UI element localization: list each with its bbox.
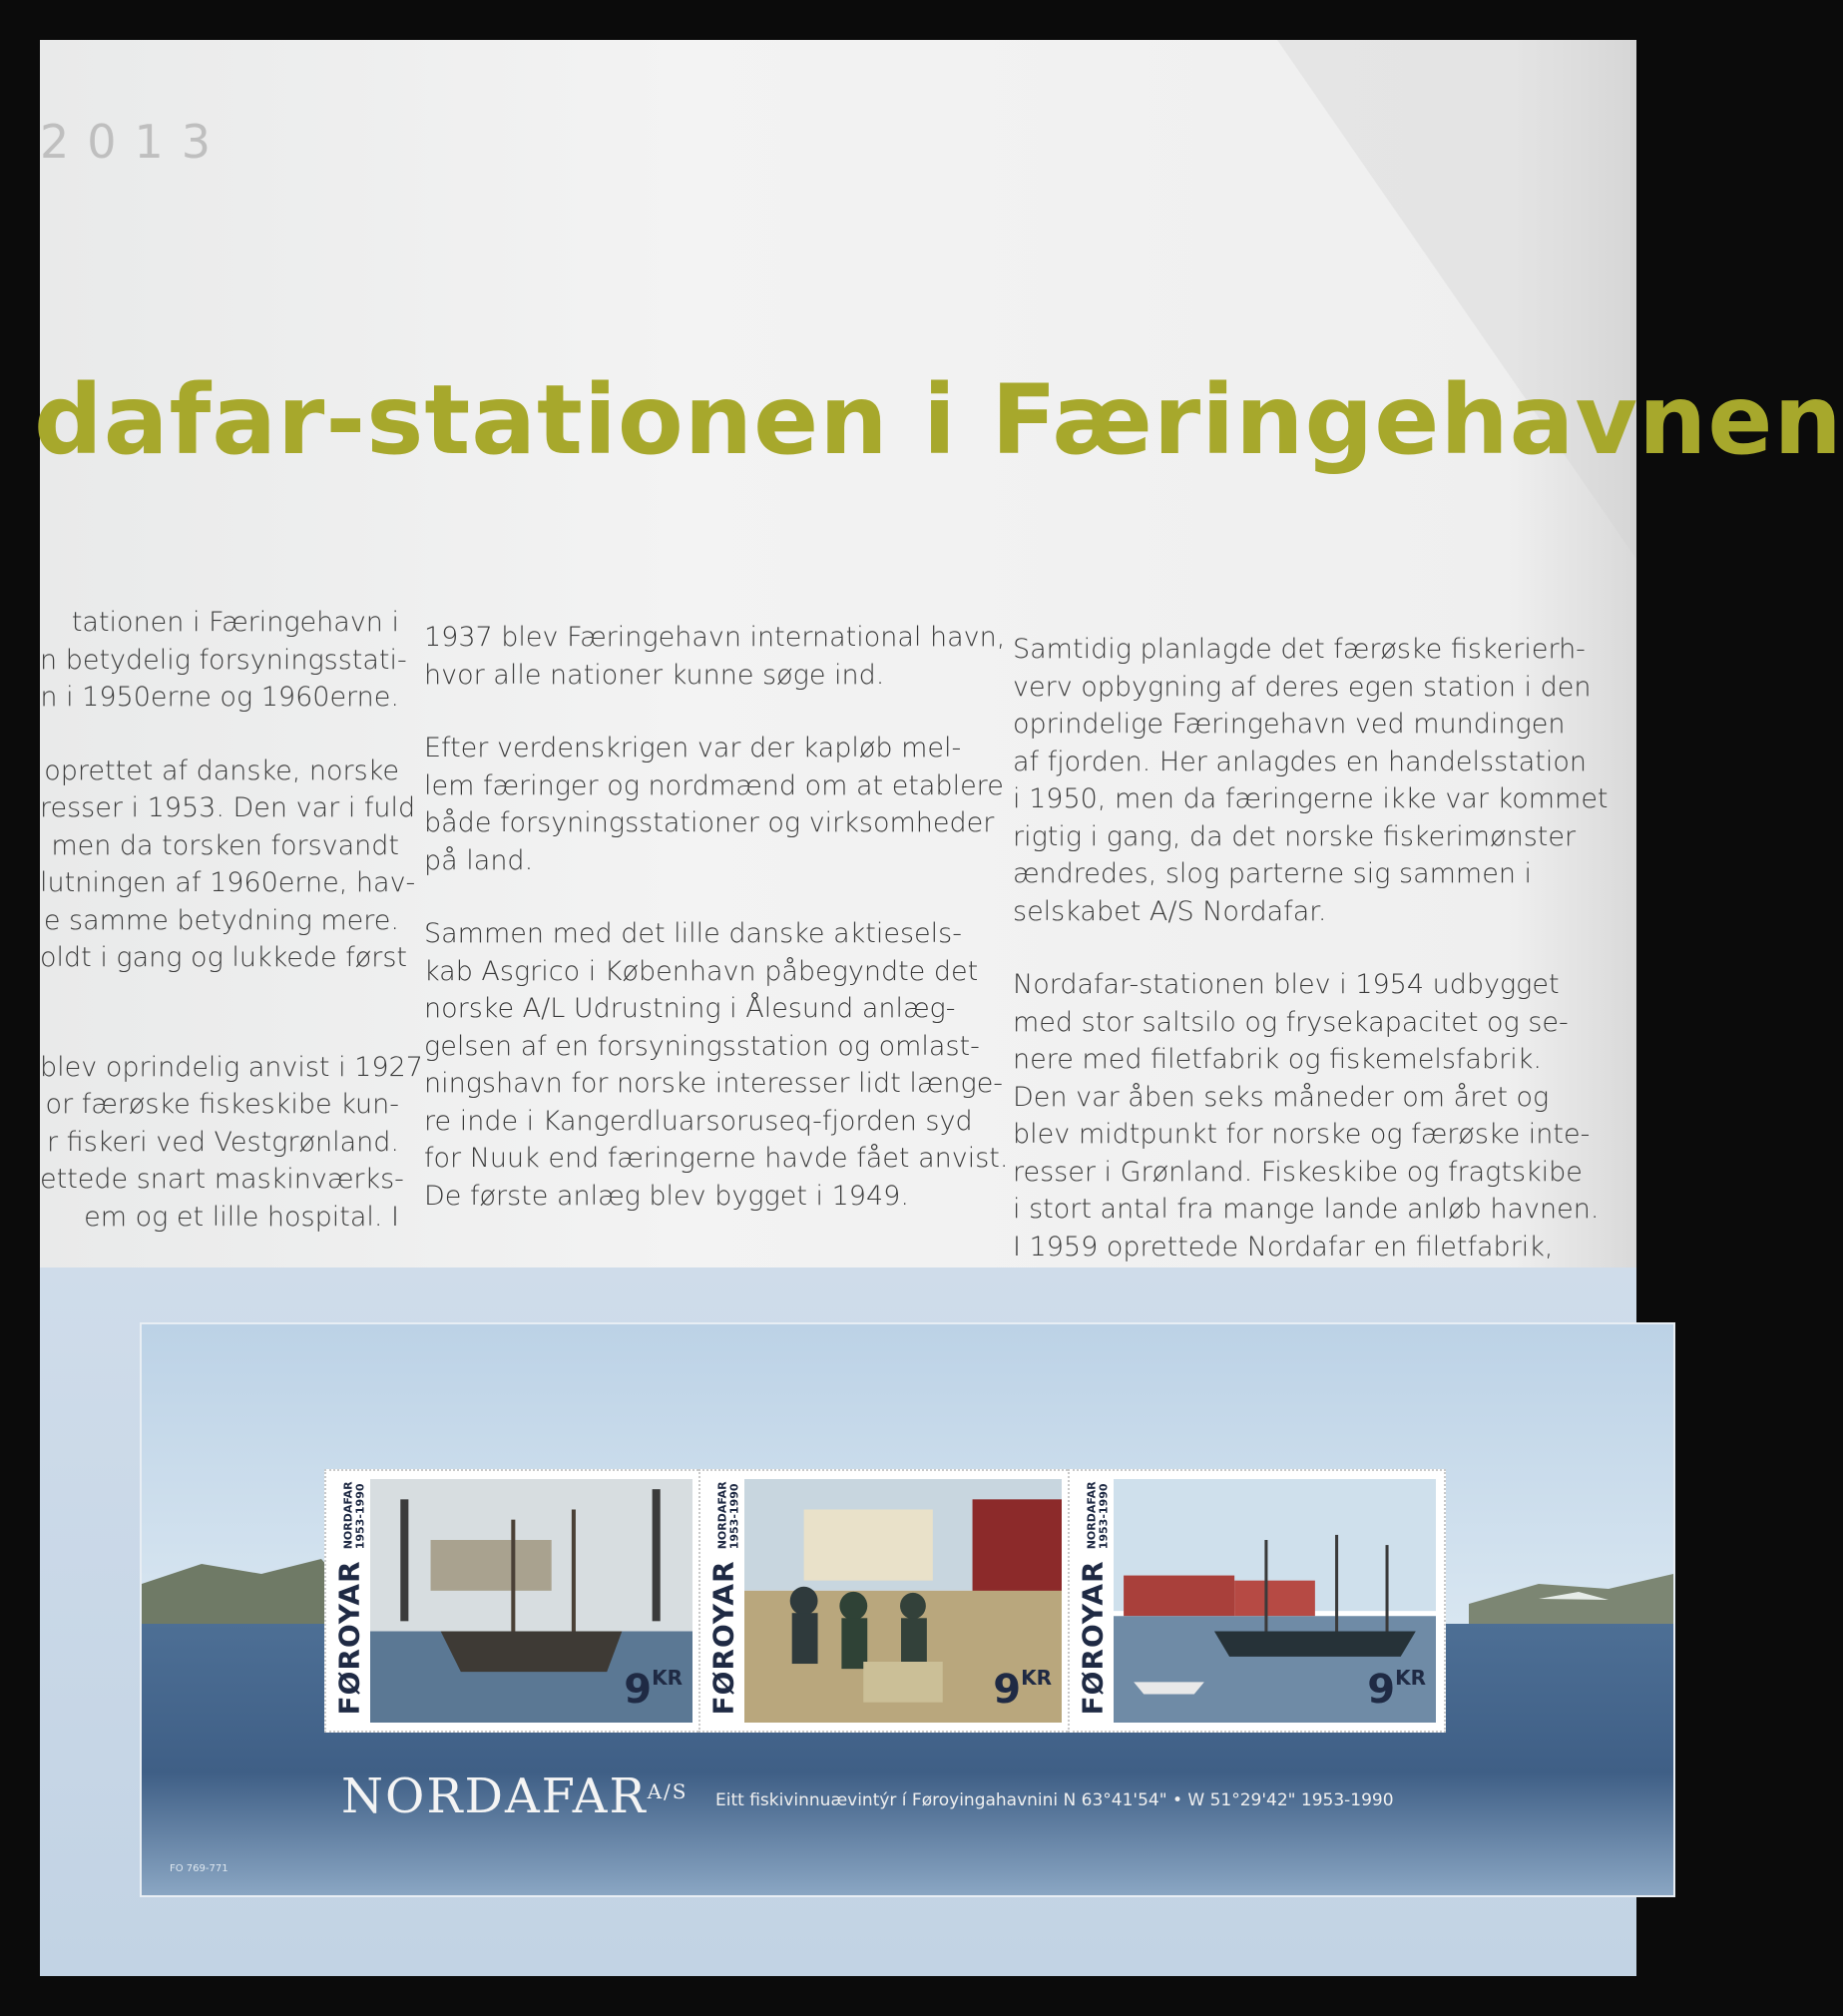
text-line: med stor saltsilo og frysekapacitet og se- — [1013, 1006, 1569, 1038]
text-line: oprindelige Færingehavn ved mundingen — [1013, 709, 1566, 740]
year-header: 2013 — [40, 115, 230, 169]
text-line: for Nuuk end færingerne havde fået anvist. — [424, 1143, 1009, 1174]
text-line: lem færinger og nordmænd om at etablere — [424, 769, 1004, 801]
stamp-years: 1953-1990 — [1097, 1482, 1110, 1549]
logo-suffix: A/S — [647, 1779, 689, 1803]
col1-paragraph-3 — [40, 1049, 423, 1237]
stamp-1-denomination — [624, 1666, 683, 1713]
text-line: oldt i gang og lukkede først — [40, 942, 408, 973]
stamp-value: 9 — [624, 1667, 653, 1713]
stamp-country: FØROYAR — [1076, 1559, 1110, 1715]
stamp-years: 1953-1990 — [353, 1482, 366, 1549]
text-line: n betydelig forsyningsstati- — [40, 644, 407, 676]
stamp-country: FØROYAR — [332, 1559, 366, 1715]
text-line: resser i 1953. Den var i fuld — [40, 792, 416, 823]
text-column-1 — [40, 604, 423, 1271]
stamp-years: 1953-1990 — [727, 1482, 740, 1549]
stamp-3 — [1068, 1469, 1446, 1733]
stamp-unit: KR — [1395, 1666, 1426, 1690]
stamp-series-block — [716, 1481, 740, 1549]
text-line: I 1959 oprettede Nordafar en filetfabrik, — [1013, 1231, 1554, 1262]
stamp-series: NORDAFAR — [715, 1480, 728, 1549]
col1-paragraph-2 — [40, 753, 416, 977]
text-line: e samme betydning mere. — [43, 904, 399, 936]
col2-paragraph-2 — [424, 730, 1004, 879]
sheet-caption: Eitt fiskivinnuævintýr í Føroyingahavnini N 63°41'54" • W 51°29'42" 1953-1990 — [715, 1790, 1394, 1810]
album-page — [34, 40, 1843, 1976]
text-line: r fiskeri ved Vestgrønland. — [47, 1126, 399, 1158]
background-shade — [1277, 40, 1636, 559]
stamp-2-denomination — [993, 1666, 1052, 1713]
text-line: 1937 blev Færingehavn international havn, — [424, 622, 1006, 653]
stamp-value: 9 — [1367, 1667, 1396, 1713]
stamp-2 — [698, 1469, 1072, 1733]
text-line: i stort antal fra mange lande anløb havnen. — [1013, 1194, 1600, 1225]
text-line: oprettet af danske, norske — [44, 755, 399, 786]
stamp-3-denomination — [1367, 1666, 1426, 1713]
text-line: resser i Grønland. Fiskeskibe og fragtskibe — [1013, 1156, 1583, 1188]
logo-text: NORDAFAR — [341, 1768, 648, 1824]
text-line: både forsyningsstationer og virksomheder — [424, 807, 995, 838]
text-line: selskabet A/S Nordafar. — [1013, 895, 1327, 927]
stamp-3-label — [1072, 1480, 1112, 1715]
text-line: Sammen med det lille danske aktiesels- — [424, 918, 962, 949]
nordafar-logo — [341, 1768, 688, 1824]
sheet-code: FO 769-771 — [170, 1863, 229, 1874]
text-line: Efter verdenskrigen var der kapløb mel- — [424, 733, 962, 763]
stamp-series: NORDAFAR — [341, 1480, 354, 1549]
text-line: på land. — [424, 844, 534, 876]
text-line: af fjorden. Her anlagdes en handelsstation — [1013, 746, 1588, 777]
text-line: verv opbygning af deres egen station i den — [1013, 671, 1592, 703]
stamp-unit: KR — [1021, 1666, 1052, 1690]
col3-paragraph-1 — [1013, 631, 1609, 930]
text-line: or færøske fiskeskibe kun- — [45, 1089, 399, 1120]
text-line: blev midtpunkt for norske og færøske inte- — [1013, 1119, 1591, 1150]
col2-paragraph-3 — [424, 915, 1009, 1215]
text-line: men da torsken forsvandt — [51, 829, 399, 861]
col1-paragraph-1 — [40, 604, 407, 717]
article-title: dafar-stationen i Færingehavnen — [34, 364, 1843, 476]
stamp-series: NORDAFAR — [1085, 1480, 1098, 1549]
text-line: ettede snart maskinværks- — [40, 1164, 404, 1195]
text-line: rigtig i gang, da det norske fiskerimønster — [1013, 820, 1577, 852]
stamp-country: FØROYAR — [706, 1559, 740, 1715]
text-line: gelsen af en forsyningsstation og omlast- — [424, 1030, 980, 1062]
text-line: n i 1950erne og 1960erne. — [40, 682, 399, 713]
text-line: kab Asgrico i København påbegyndte det — [424, 955, 979, 987]
col2-paragraph-1 — [424, 619, 1006, 694]
stamp-series-block — [1086, 1481, 1110, 1549]
text-line: norske A/L Udrustning i Ålesund anlæg- — [424, 993, 956, 1024]
text-line: blev oprindelig anvist i 1927 — [40, 1051, 423, 1083]
text-line: De første anlæg blev bygget i 1949. — [424, 1180, 909, 1212]
text-line: Samtidig planlagde det færøske fiskerierh- — [1013, 634, 1586, 665]
text-line: ændredes, slog parterne sig sammen i — [1013, 858, 1533, 889]
text-line: ningshavn for norske interesser lidt længe- — [424, 1068, 1004, 1099]
text-line: tationen i Færingehavn i — [71, 607, 399, 638]
text-line: Den var åben seks måneder om året og — [1013, 1081, 1550, 1113]
text-line: i 1950, men da færingerne ikke var kommet — [1013, 783, 1609, 814]
stamp-2-label — [702, 1480, 742, 1715]
text-line: Nordafar-stationen blev i 1954 udbygget — [1013, 969, 1560, 1000]
stamp-value: 9 — [993, 1667, 1022, 1713]
text-column-2 — [424, 619, 1009, 1251]
stamp-unit: KR — [652, 1666, 683, 1690]
stamp-1-label — [328, 1480, 368, 1715]
souvenir-sheet — [140, 1322, 1675, 1897]
text-line: re inde i Kangerdluarsoruseq-fjorden syd — [424, 1105, 973, 1137]
text-column-3 — [1013, 631, 1609, 1301]
text-line: hvor alle nationer kunne søge ind. — [424, 659, 885, 691]
text-line: em og et lille hospital. I — [84, 1201, 399, 1233]
text-line: nere med filetfabrik og fiskemelsfabrik. — [1013, 1044, 1542, 1075]
stamp-1 — [324, 1469, 702, 1733]
stamp-series-block — [342, 1481, 366, 1549]
col3-paragraph-2 — [1013, 966, 1600, 1265]
text-line: lutningen af 1960erne, hav- — [40, 867, 416, 898]
